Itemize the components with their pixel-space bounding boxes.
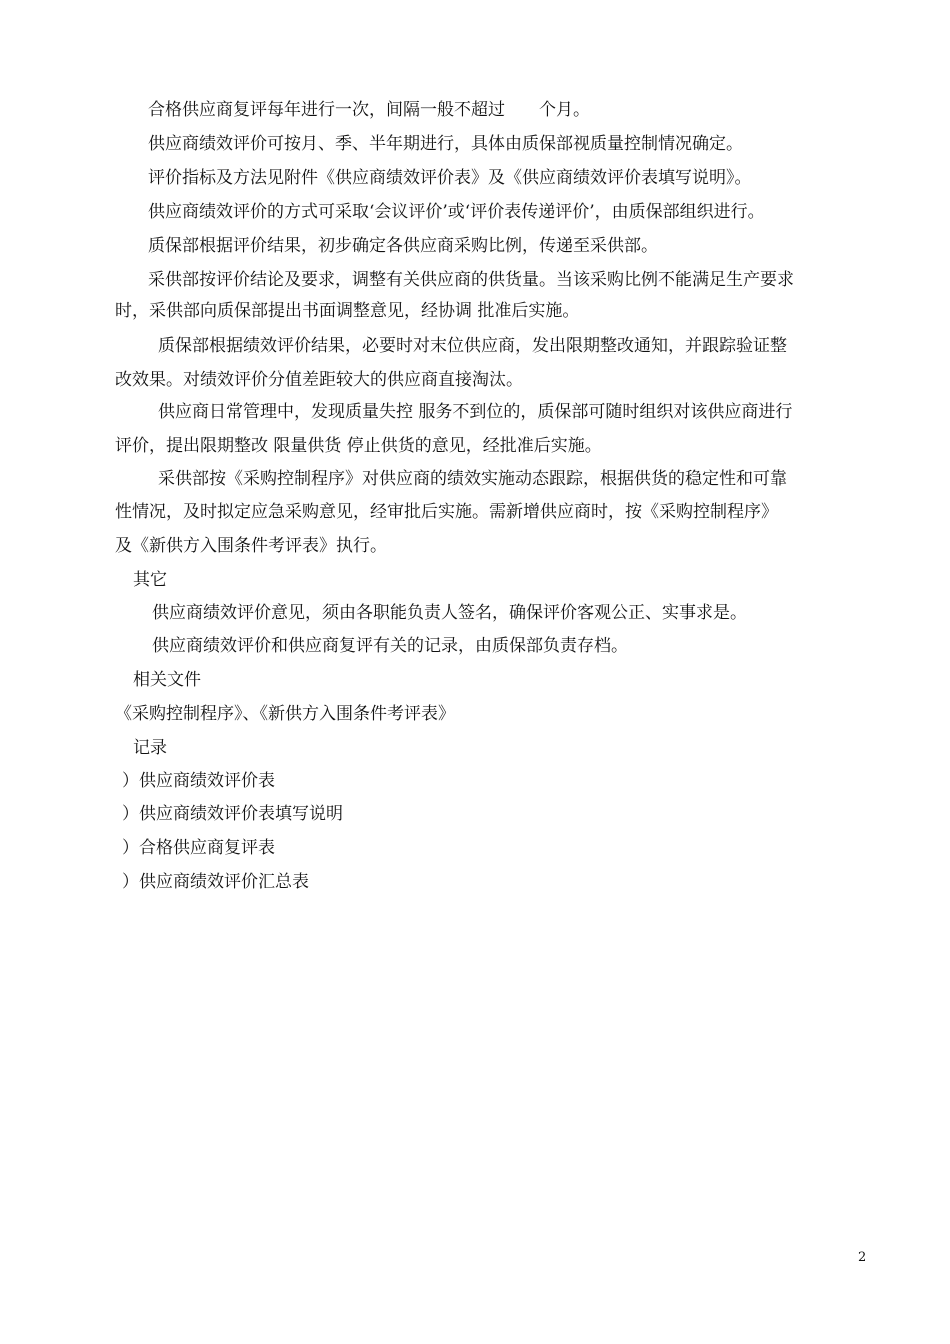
body-line: 供应商绩效评价可按月、季、半年期进行，具体由质保部视质量控制情况确定。 bbox=[148, 134, 743, 154]
body-line: 时，采供部向质保部提出书面调整意见，经协调 批准后实施。 bbox=[115, 301, 580, 321]
body-line: 质保部根据评价结果，初步确定各供应商采购比例，传递至采供部。 bbox=[148, 236, 658, 256]
body-line: 评价指标及方法见附件《供应商绩效评价表》及《供应商绩效评价表填写说明》。 bbox=[148, 168, 752, 188]
body-line: 供应商绩效评价意见，须由各职能负责人签名，确保评价客观公正、实事求是。 bbox=[152, 603, 747, 623]
related-documents-list: 《采购控制程序》、《新供方入围条件考评表》 bbox=[115, 704, 455, 724]
body-line: 及《新供方入围条件考评表》执行。 bbox=[115, 536, 387, 556]
body-line: 供应商日常管理中，发现质量失控 服务不到位的，质保部可随时组织对该供应商进行 bbox=[158, 402, 793, 422]
record-item: ）供应商绩效评价汇总表 bbox=[122, 872, 309, 892]
record-item: ）合格供应商复评表 bbox=[122, 838, 275, 858]
body-line: 采供部按评价结论及要求，调整有关供应商的供货量。当该采购比例不能满足生产要求 bbox=[148, 270, 794, 290]
record-item: ）供应商绩效评价表 bbox=[122, 771, 275, 791]
section-heading-records: 记录 bbox=[133, 738, 167, 758]
body-line: 供应商绩效评价的方式可采取‘会议评价’或‘评价表传递评价’，由质保部组织进行。 bbox=[148, 202, 765, 222]
body-line: 质保部根据绩效评价结果，必要时对末位供应商，发出限期整改通知，并跟踪验证整 bbox=[158, 336, 787, 356]
body-line: 采供部按《采购控制程序》对供应商的绩效实施动态跟踪，根据供货的稳定性和可靠 bbox=[158, 469, 787, 489]
section-heading-other: 其它 bbox=[133, 570, 167, 590]
body-line: 供应商绩效评价和供应商复评有关的记录，由质保部负责存档。 bbox=[152, 636, 628, 656]
record-item: ）供应商绩效评价表填写说明 bbox=[122, 804, 343, 824]
body-line: 评价，提出限期整改 限量供货 停止供货的意见，经批准后实施。 bbox=[115, 436, 602, 456]
body-line: 改效果。对绩效评价分值差距较大的供应商直接淘汰。 bbox=[115, 370, 523, 390]
body-line: 合格供应商复评每年进行一次，间隔一般不超过 个月。 bbox=[148, 100, 590, 120]
section-heading-related-documents: 相关文件 bbox=[133, 670, 201, 690]
body-line: 性情况，及时拟定应急采购意见，经审批后实施。需新增供应商时，按《采购控制程序》 bbox=[115, 502, 778, 522]
page-number: 2 bbox=[858, 1250, 867, 1265]
